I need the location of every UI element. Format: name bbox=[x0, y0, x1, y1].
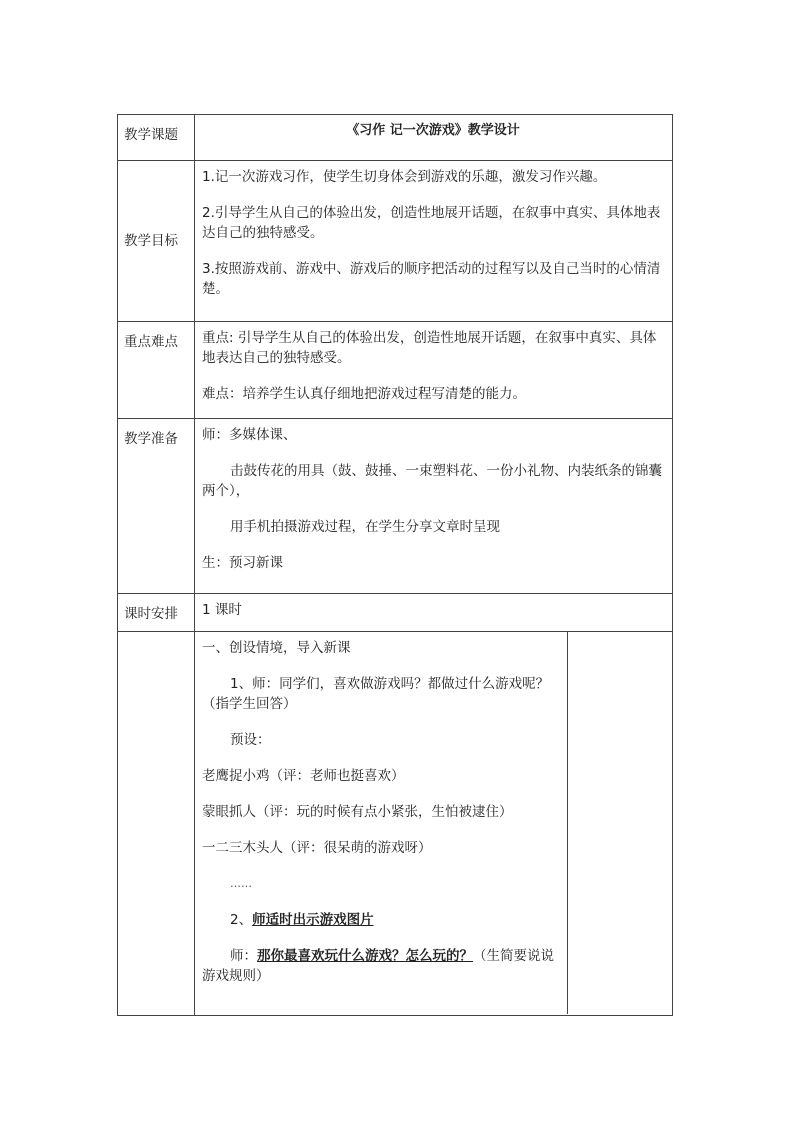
preset-label: 预设： bbox=[230, 732, 271, 748]
game-item: 老鹰捉小鸡（评：老师也挺喜欢） bbox=[202, 768, 405, 784]
goal-item: 2.引导学生从自己的体验出发，创造性地展开话题，在叙事中真实、具体地表达自己的独特感受。 bbox=[202, 205, 661, 241]
process-notes-column bbox=[568, 632, 672, 1014]
process-q2 bbox=[202, 946, 563, 986]
q2-question: 那你最喜欢玩什么游戏？怎么玩的？ bbox=[257, 948, 473, 964]
ellipsis: …… bbox=[230, 877, 252, 890]
lesson-plan-table bbox=[117, 114, 673, 1016]
preparation-content bbox=[195, 419, 673, 594]
label-topic: 教学课题 bbox=[118, 115, 195, 161]
game-item: 一二三木头人（评：很呆萌的游戏呀） bbox=[202, 840, 432, 856]
step2-text: 师适时出示游戏图片 bbox=[252, 912, 374, 928]
process-main bbox=[195, 632, 568, 1014]
prep-phone: 用手机拍摄游戏过程，在学生分享文章时呈现 bbox=[230, 519, 500, 535]
row-key-points bbox=[118, 322, 673, 419]
label-preparation: 教学准备 bbox=[118, 419, 195, 594]
focus-text: 重点: 引导学生从自己的体验出发，创造性地展开话题，在叙事中真实、具体地表达自己的独特感受。 bbox=[202, 330, 657, 366]
schedule-value: 1 课时 bbox=[195, 594, 673, 632]
process-step2 bbox=[202, 910, 563, 930]
key-points-content bbox=[195, 322, 673, 419]
row-preparation bbox=[118, 419, 673, 594]
goal-item: 1.记一次游戏习作，使学生切身体会到游戏的乐趣，激发习作兴趣。 bbox=[202, 169, 607, 185]
process-q1: 1、师：同学们，喜欢做游戏吗？都做过什么游戏呢？（指学生回答） bbox=[202, 676, 550, 712]
lesson-title: 《习作 记一次游戏》教学设计 bbox=[195, 115, 673, 161]
q2-prefix: 师： bbox=[230, 948, 257, 964]
process-wrap bbox=[195, 632, 672, 1014]
prep-students: 生：预习新课 bbox=[202, 555, 283, 571]
row-goals bbox=[118, 161, 673, 322]
process-section-title: 一、创设情境，导入新课 bbox=[202, 640, 351, 656]
process-cell bbox=[195, 632, 673, 1016]
goal-item: 3.按照游戏前、游戏中、游戏后的顺序把活动的过程写以及自己当时的心情清楚。 bbox=[202, 261, 661, 297]
goals-content bbox=[195, 161, 673, 322]
row-process bbox=[118, 632, 673, 1016]
label-schedule: 课时安排 bbox=[118, 594, 195, 632]
prep-props: 击鼓传花的用具（鼓、鼓捶、一束塑料花、一份小礼物、内装纸条的锦囊两个）， bbox=[202, 463, 662, 499]
game-item: 蒙眼抓人（评：玩的时候有点小紧张，生怕被逮住） bbox=[202, 804, 513, 820]
difficulty-text: 难点：培养学生认真仔细地把游戏过程写清楚的能力。 bbox=[202, 386, 526, 402]
row-topic bbox=[118, 115, 673, 161]
step2-number: 2、 bbox=[230, 912, 253, 928]
row-schedule bbox=[118, 594, 673, 632]
prep-teacher: 师：多媒体课、 bbox=[202, 427, 297, 443]
label-key-points: 重点难点 bbox=[118, 322, 195, 419]
label-goals-text: 教学目标 bbox=[124, 233, 178, 249]
q2-suffix: （生简要说说游戏规则） bbox=[202, 948, 554, 984]
label-goals bbox=[118, 161, 195, 322]
label-process-empty bbox=[118, 632, 195, 1016]
